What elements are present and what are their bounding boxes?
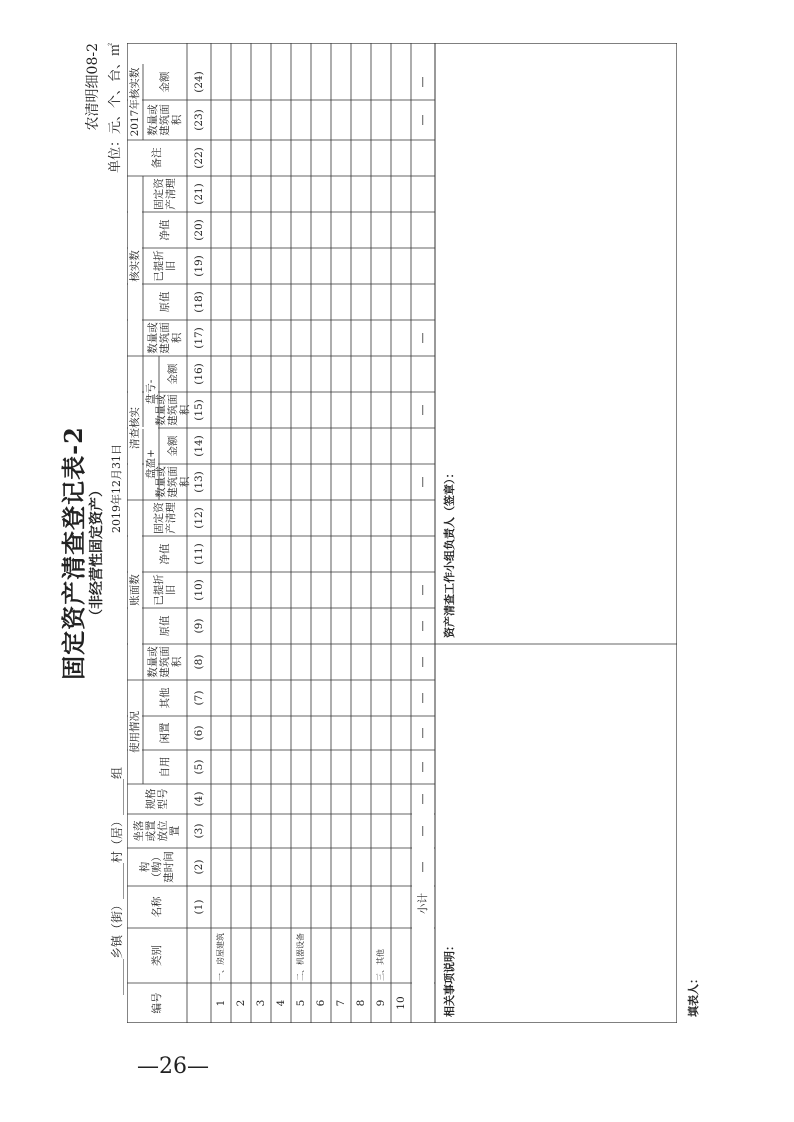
column-index: (8) [193,654,205,670]
header-verified-net: 净值 [159,219,171,241]
header-surplus-amount: 金额 [167,435,179,457]
page-number: —26— [137,1054,209,1079]
row-category [391,928,411,983]
row-number: 1 [215,999,227,1007]
column-index: (21) [193,183,205,205]
row-number: 7 [335,999,347,1007]
header-location: 坐落或置放位置 [133,820,181,842]
header-2017-qty: 数量或建筑面积 [147,104,183,136]
header-book-depr: 已提折旧 [153,574,177,606]
column-index: (14) [193,435,205,457]
row-category [251,928,271,983]
dash-mark: — [416,620,429,632]
dash-mark: — [416,114,429,126]
header-build-time: 构（购）建时间 [139,851,175,883]
header-verified-depr: 已提折旧 [153,250,177,282]
row-category: 三、其他 [376,949,385,981]
column-index: (13) [193,471,205,493]
column-index: (12) [193,507,205,529]
signer-label: 资产清查工作小组负责人（签章）： [443,467,456,638]
header-no: 编号 [151,992,163,1014]
row-category [311,928,331,983]
group-surplus: 盘盈+ [145,449,157,479]
header-book-clean: 固定资产清理 [153,502,177,534]
header-surplus-qty: 数量或建筑面积 [155,466,191,498]
column-index: (15) [193,399,205,421]
form-subtitle: （非经营性固定资产） [89,483,105,623]
subtotal-label: 小计 [417,893,429,914]
row-category [351,928,371,983]
column-index: (22) [193,147,205,169]
group-check: 清查核实 [129,407,141,449]
row-category [271,928,291,983]
column-index: (7) [193,690,205,706]
column-index: (23) [193,109,205,131]
dash-mark: — [416,476,429,488]
row-category: 二、机器设备 [296,933,305,981]
column-index: (20) [193,219,205,241]
row-number: 8 [355,999,367,1007]
column-index: (10) [193,579,205,601]
row-number: 3 [255,999,267,1007]
dash-mark: — [416,692,429,704]
header-category: 类别 [151,945,163,966]
dash-mark: — [416,656,429,668]
dash-mark: — [416,76,429,88]
header-verified-qty: 数量或建筑面积 [147,322,183,354]
header-deficit-amount: 金额 [167,363,179,385]
column-index: (18) [193,291,205,313]
group-usage: 使用情况 [129,711,141,753]
header-name: 名称 [151,896,163,918]
group-deficit: 盘亏- [145,379,157,405]
dash-mark: — [416,825,429,837]
form-title: 固定资产清查登记表-2 [59,426,88,680]
row-number: 5 [295,999,307,1007]
header-idle: 闲置 [159,722,171,744]
dash-mark: — [416,727,429,739]
row-number: 10 [395,996,407,1010]
notes-label: 相关事项说明： [443,940,456,1017]
filler-label: 填表人： [687,973,700,1017]
dash-mark: — [416,584,429,596]
header-verified-clean: 固定资产清理 [153,178,177,210]
dash-mark: — [416,861,429,873]
column-index: (16) [193,363,205,385]
dash-mark: — [416,761,429,773]
unit-label: 单位：元、个、台、㎡ [108,43,123,174]
column-index: (1) [193,899,205,915]
group-book: 账面数 [129,574,141,606]
group-verified: 核实数 [129,250,141,282]
dash-mark: — [416,793,429,805]
column-index: (4) [193,791,205,807]
dash-mark: — [416,332,429,344]
row-category [331,928,351,983]
rotated-form [52,43,742,1063]
column-index: (17) [193,327,205,349]
asset-table [127,43,700,1023]
header-other: 其他 [159,687,171,709]
header-spec: 规格型号 [145,788,169,810]
column-index: (3) [193,823,205,839]
row-number: 9 [375,999,387,1007]
row-number: 6 [315,999,327,1007]
header-deficit-qty: 数量或建筑面积 [155,394,191,426]
header-note: 备注 [151,147,163,169]
location-line: ______乡镇（街）______村（居）______组 [110,766,124,995]
header-book-orig: 原值 [159,615,171,637]
header-self-use: 自用 [159,756,171,778]
header-book-qty: 数量或建筑面积 [147,646,183,678]
row-number: 4 [275,999,287,1007]
report-date: 2019年12月31日 [110,444,123,533]
row-number: 2 [235,999,247,1007]
column-index: (19) [193,255,205,277]
header-2017-amount: 金额 [159,71,171,93]
column-index: (6) [193,725,205,741]
column-index: (24) [193,71,205,93]
row-category: 一、房屋建筑 [216,933,225,981]
header-verified-orig: 原值 [159,291,171,313]
column-index: (2) [193,859,205,875]
row-category [231,928,251,983]
column-index: (9) [193,618,205,634]
form-code: 农清明细08-2 [85,43,101,131]
column-index: (11) [193,543,205,565]
column-index: (5) [193,759,205,775]
dash-mark: — [416,404,429,416]
group-2017: 2017年核实数 [129,67,141,137]
header-book-net: 净值 [159,543,171,565]
